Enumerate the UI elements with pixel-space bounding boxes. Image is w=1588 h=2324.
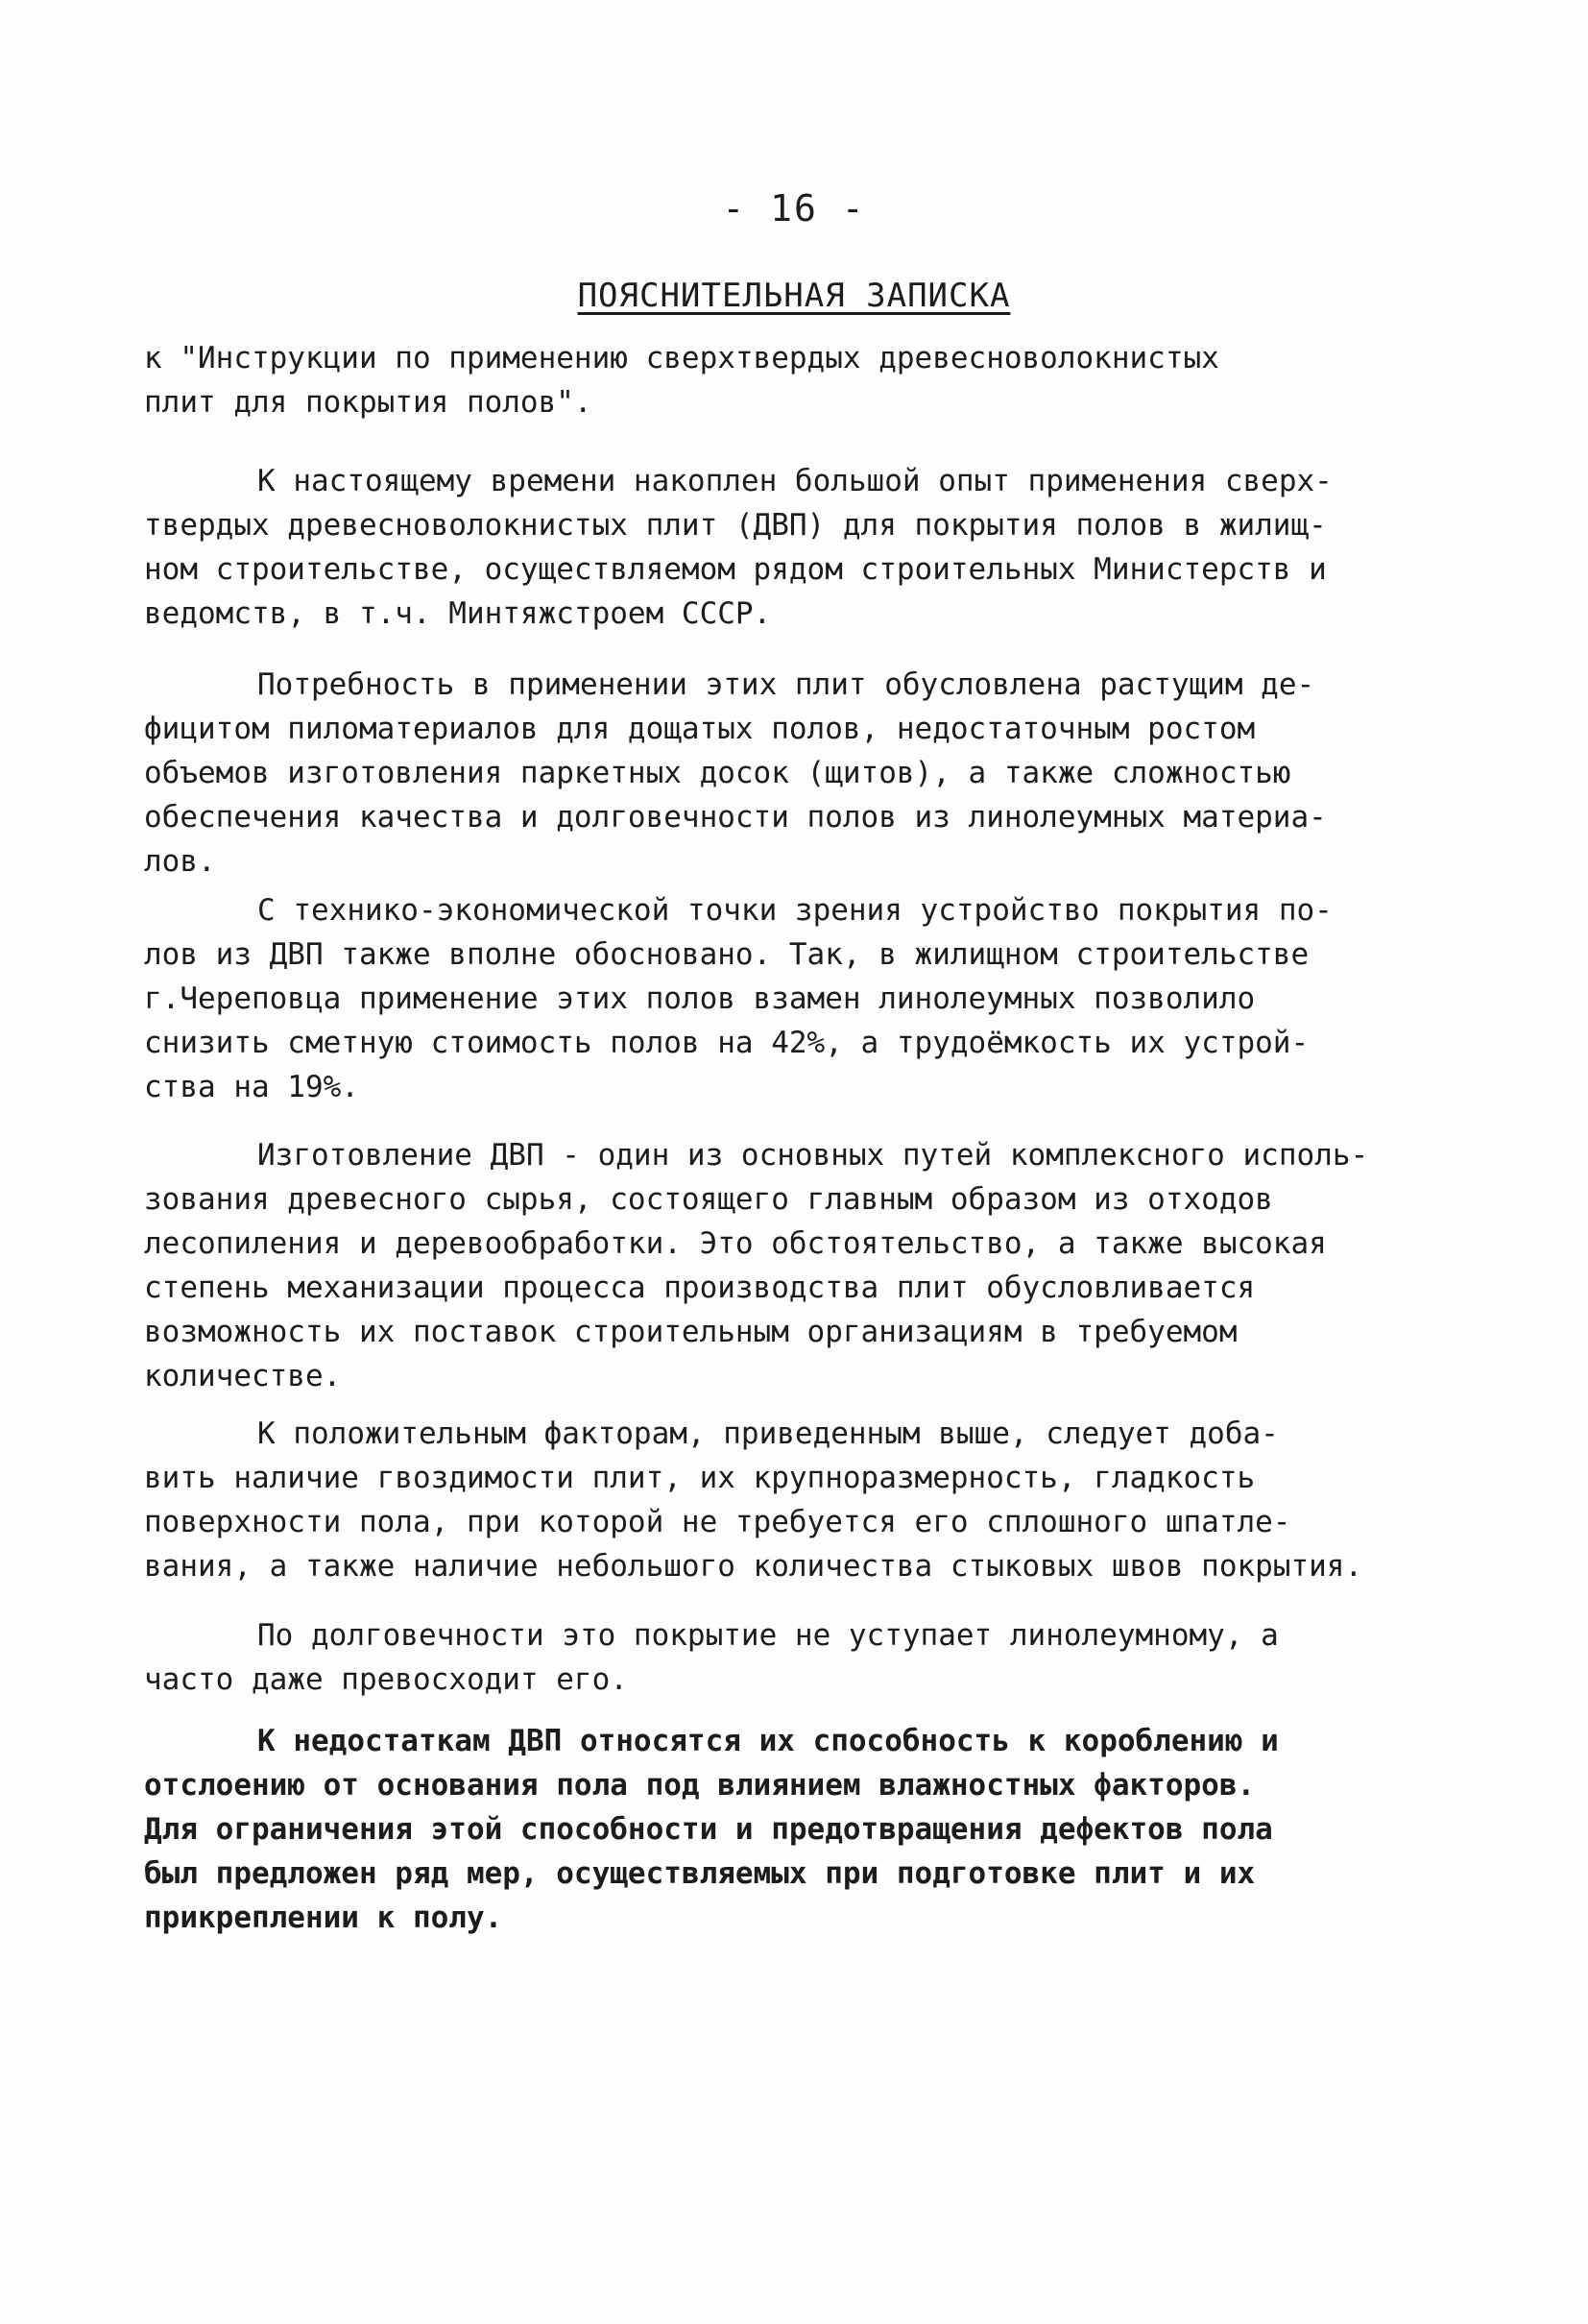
text-line: часто даже превосходит его.	[144, 1662, 628, 1697]
text-line: К недостаткам ДВП относятся их способность к короблению и	[257, 1724, 1279, 1758]
text-line: лов.	[144, 844, 216, 879]
text-line: возможность их поставок строительным организациям в требуемом	[144, 1315, 1238, 1349]
paragraph-7	[144, 1719, 1459, 1940]
subtitle-line: к "Инструкции по применению сверхтвердых древесноволокнистых	[144, 341, 1219, 375]
text-line: поверхности пола, при которой не требуется его сплошного шпатле-	[144, 1505, 1291, 1539]
text-line: степень механизации процесса производства плит обусловливается	[144, 1271, 1256, 1305]
text-line: зования древесного сырья, состоящего главным образом из отходов	[144, 1182, 1273, 1217]
text-line: ства на 19%.	[144, 1070, 359, 1104]
paragraph-4	[144, 1133, 1459, 1398]
text-line: К настоящему времени накоплен большой опыт применения сверх-	[257, 464, 1333, 498]
text-line: ном строительстве, осуществляемом рядом строительных Министерств и	[144, 552, 1327, 587]
document-title: ПОЯСНИТЕЛЬНАЯ ЗАПИСКА	[577, 277, 1011, 315]
text-line: обеспечения качества и долговечности полов из линолеумных материа-	[144, 800, 1327, 835]
text-line: г.Череповца применение этих полов взамен линолеумных позволило	[144, 981, 1256, 1016]
paragraph-1	[144, 459, 1459, 636]
text-line: был предложен ряд мер, осуществляемых при подготовке плит и их	[144, 1856, 1256, 1891]
text-line: количестве.	[144, 1359, 342, 1393]
text-line: ведомств, в т.ч. Минтяжстроем СССР.	[144, 596, 772, 631]
text-line: Потребность в применении этих плит обусловлена растущим де-	[257, 667, 1315, 702]
paragraph-6	[144, 1613, 1459, 1702]
text-line: вить наличие гвоздимости плит, их крупноразмерность, гладкость	[144, 1461, 1256, 1495]
text-line: С технико-экономической точки зрения устройство покрытия по-	[257, 893, 1333, 928]
text-line: отслоению от основания пола под влиянием влажностных факторов.	[144, 1768, 1256, 1803]
subtitle	[144, 336, 1459, 424]
text-line: лесопиления и деревообработки. Это обстоятельство, а также высокая	[144, 1226, 1327, 1261]
text-line: твердых древесноволокнистых плит (ДВП) для покрытия полов в жилищ-	[144, 508, 1327, 543]
text-line: лов из ДВП также вполне обосновано. Так, в жилищном строительстве	[144, 937, 1310, 972]
text-line: Для ограничения этой способности и предотвращения дефектов пола	[144, 1812, 1273, 1847]
text-line: По долговечности это покрытие не уступает линолеумному, а	[257, 1618, 1279, 1653]
page-number: - 16 -	[722, 187, 866, 230]
text-line: прикреплении к полу.	[144, 1900, 503, 1935]
paragraph-5	[144, 1412, 1459, 1588]
subtitle-line: плит для покрытия полов".	[144, 385, 592, 420]
paragraph-2	[144, 663, 1459, 884]
text-line: снизить сметную стоимость полов на 42%, а трудоёмкость их устрой-	[144, 1026, 1310, 1060]
text-line: объемов изготовления паркетных досок (щитов), а также сложностью	[144, 756, 1291, 790]
text-line: вания, а также наличие небольшого количества стыковых швов покрытия.	[144, 1549, 1363, 1584]
text-line: фицитом пиломатериалов для дощатых полов, недостаточным ростом	[144, 712, 1256, 746]
text-line: К положительным факторам, приведенным выше, следует доба-	[257, 1416, 1279, 1451]
text-line: Изготовление ДВП - один из основных путей комплексного исполь-	[257, 1138, 1369, 1173]
paragraph-3	[144, 888, 1459, 1109]
